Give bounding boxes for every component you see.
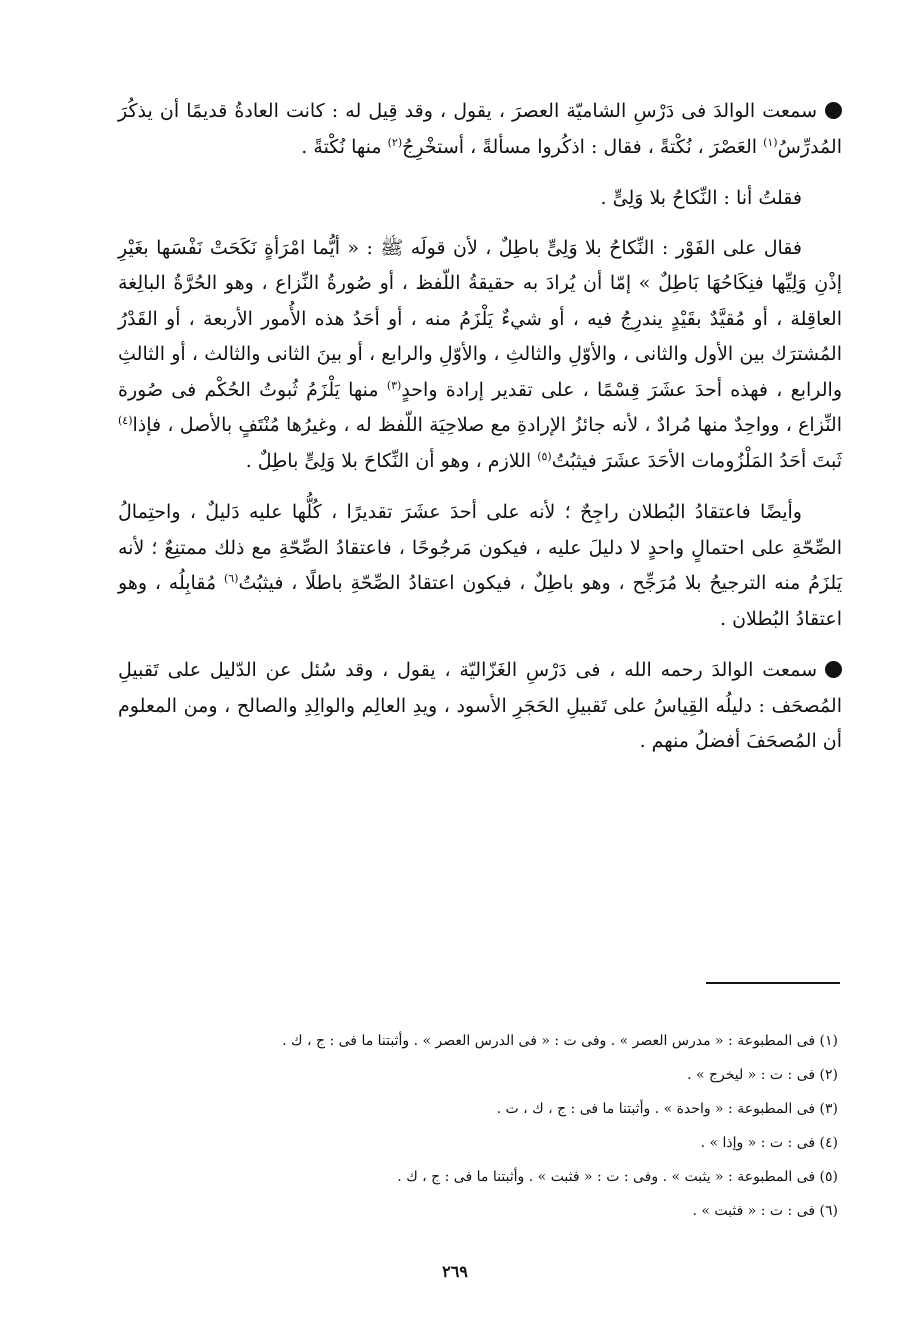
footnote: (٢) فى : ت : « ليخرج » .: [687, 1067, 838, 1083]
page-number: ٢٦٩: [442, 1262, 468, 1281]
footnote-ref: (٣): [386, 378, 402, 392]
footnote: (٤) فى : ت : « وإذا » .: [700, 1135, 838, 1151]
text-segment: سمعت الوالدَ فى دَرْسِ الشاميّة العصرَ ، يقول ، وقد قِيل له : كانت العادةُ قديمًا أن يذكُرَ المُدرِّسُ: [118, 100, 842, 158]
footnote-ref: (٤): [118, 414, 133, 427]
footnotes: [138, 1024, 838, 1228]
footnote-divider: [706, 982, 840, 984]
text-segment: فقال على الفَوْر : النِّكاحُ بلا وَلِىٍّ باطِلٌ ، لأن قولَه ﷺ : « أيُّما امْرَأةٍ نَكَحَتْ نَفْسَها بغَيْرِ إذْنِ وَلِيِّها فنِكَاحُهَا بَاطِلٌ » إمّا أن يُرادَ به حقيقةُ اللّفظ ، أو صُورةُ النِّزاع ، وهو الحُرَّةُ البالِغة العاقِلة ، أو مُقيَّدٌ بقَيْدٍ يندرِجُ فيه ، أو شيءٌ يَلْزَمُ منه ، أو أحَدُ هذه الأُمور الأربعة ، أو القَدْرُ المُشترَك بين الأول والثانى ، والأوّلِ والثالثِ ، والأوّلِ والرابع ، أو بينَ الثانى والثالث ، أو الثالثِ والرابع ، فهذه أحدَ عشَرَ قِسْمًا ، على تقدير إرادة واحدٍ: [118, 236, 842, 401]
paragraph: [118, 653, 842, 760]
footnote: (٦) فى : ت : « فثبت » .: [692, 1203, 838, 1219]
footnote-ref: (٥): [537, 449, 552, 463]
paragraph: [118, 94, 842, 165]
text-segment: ثَبتَ أحَدُ المَلْزُومات الأحَدَ عشَرَ فيثبُتُ: [551, 449, 842, 472]
text-segment: وأيضًا فاعتقادُ البُطلان راجِحٌ ؛ لأنه على أحدَ عشَرَ تقديرًا ، كُلُّها عليه دَليلٌ ، واحتِمالُ الصِّحّةِ على احتمالٍ واحدٍ لا دليلَ عليه ، فيكون مَرجُوحًا ، فاعتقادُ الصِّحّةِ مع ذلك ممتنِعٌ ؛ لأنه يَلزَمُ منه الترجيحُ بلا مُرَجِّح ، وهو باطِلٌ ، فيكون اعتقادُ الصِّحّةِ باطلًا ، فيثبُتُ: [118, 501, 842, 594]
footnote: (٣) فى المطبوعة : « واحدة » . وأثبتنا ما فى : ج ، ك ، ت .: [496, 1101, 838, 1117]
paragraph: [118, 181, 842, 217]
text-segment: منها نُكْتةً .: [301, 135, 388, 158]
text-segment: سمعت الوالدَ رحمه الله ، فى دَرْسِ الغَزّاليّة ، يقول ، وقد سُئل عن الدّليل على تَقبيلِ المُصحَف : دليلُه القِياسُ على تَقبيلِ الحَجَرِ الأسود ، ويدِ العالِم والوالِدِ والصالح ، ومن المعلوم أن المُصحَفَ أفضلُ منهم .: [118, 659, 842, 752]
text-segment: منها يَلْزَمُ ثُبوتُ الحُكْم فى صُورة النِّزاع ، وواحِدٌ منها مُرادٌ ، لأنه جائزُ الإرادةِ مع صلاحِيَة اللّفظ له ، وغيرُها مُنْتَفٍ بالأصل ، فإذا: [118, 378, 842, 436]
footnote-ref: (٢): [387, 135, 403, 149]
main-text: [118, 94, 842, 776]
text-segment: العَصْرَ ، نُكْتةً ، فقال : اذكُروا مسألةً ، أستخْرِجُ: [402, 135, 764, 158]
footnote: (٥) فى المطبوعة : « يثبت » . وفى : ت : « فثبت » . وأثبتنا ما فى : ج ، ك .: [397, 1169, 838, 1185]
text-segment: فقلتُ أنا : النِّكاحُ بلا وَلِىٍّ .: [600, 187, 802, 209]
footnote-ref: (١): [763, 135, 778, 149]
paragraph: [118, 231, 842, 480]
bullet-icon: [825, 102, 842, 119]
footnote-ref: (٦): [223, 572, 239, 585]
paragraph: [118, 495, 842, 637]
footnote: (١) فى المطبوعة : « مدرس العصر » . وفى ت : « فى الدرس العصر » . وأثبتنا ما فى : ج ، ك .: [282, 1033, 838, 1049]
text-segment: اللازم ، وهو أن النِّكاحَ بلا وَلِىٍّ باطِلٌ .: [245, 449, 538, 472]
text-segment: مُقابِلُه ، وهو اعتقادُ البُطلان .: [118, 572, 842, 630]
bullet-icon: [825, 661, 842, 678]
